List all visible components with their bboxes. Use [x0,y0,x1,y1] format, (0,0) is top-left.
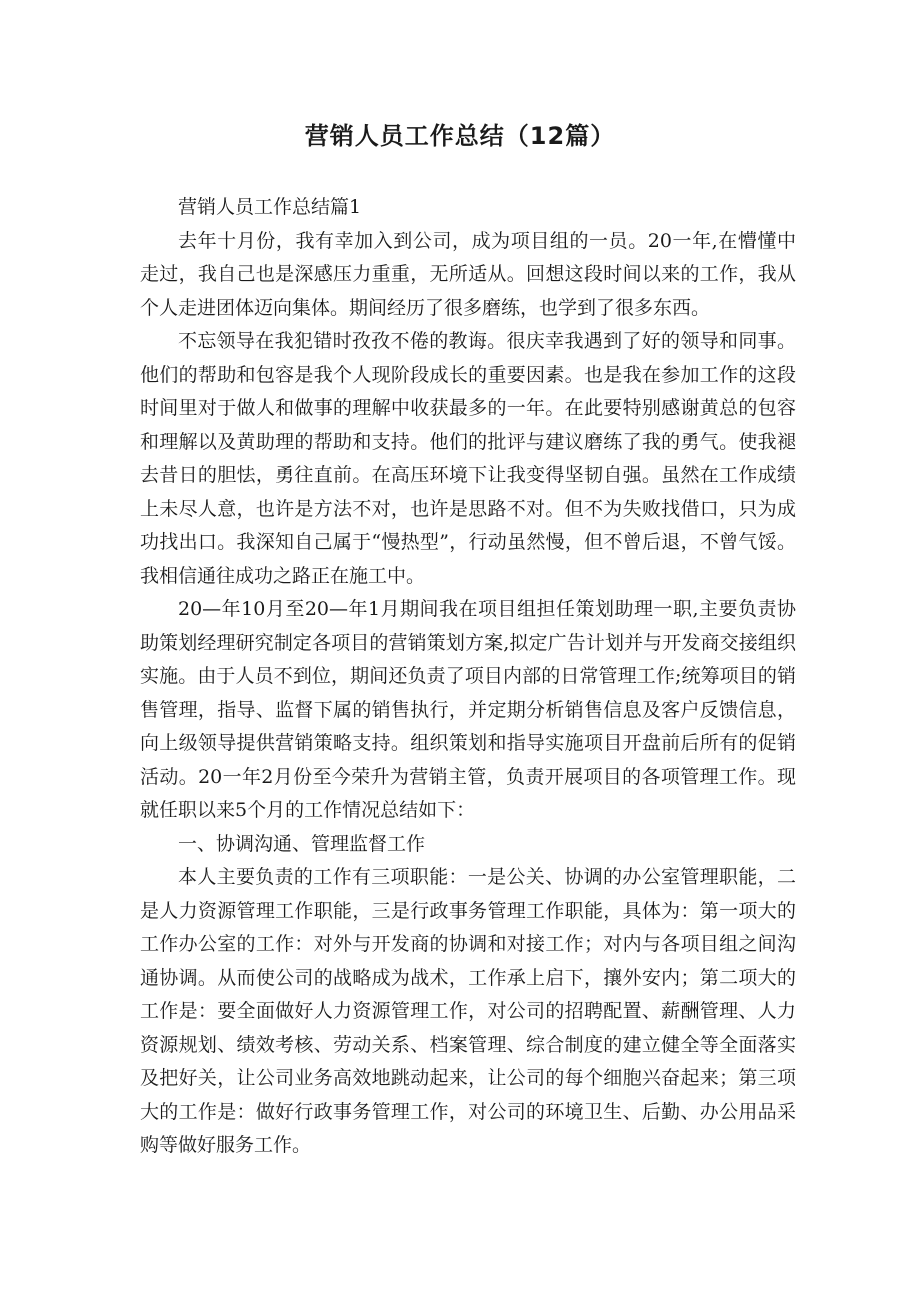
document-title: 营销人员工作总结（12篇） [304,122,616,150]
subsection-heading: 一、协调沟通、管理监督工作 [178,832,426,855]
section-heading: 营销人员工作总结篇1 [178,196,362,218]
body-paragraph: 本人主要负责的工作有三项职能：一是公关、协调的办公室管理职能，二是人力资源管理工作职能，三是行政事务管理工作职能，具体为：第一项大的工作办公室的工作：对外与开发商的协调和对接工作；对内与各项目组之间沟通协调。从而使公司的战略成为战术，工作承上启下，攘外安内；第二项大的工作是：要全面做好人力资源管理工作，对公司的招聘配置、薪酬管理、人力资源规划、绩效考核、劳动关系、档案管理、综合制度的建立健全等全面落实及把好关，让公司业务高效地跳动起来，让公司的每个细胞兴奋起来；第三项大的工作是：做好行政事务管理工作，对公司的环境卫生、后勤、办公用品采购等做好服务工作。 [140,866,796,1156]
body-paragraph: 20—年10月至20—年1月期间我在项目组担任策划助理一职,主要负责协助策划经理研究制定各项目的营销策划方案,拟定广告计划并与开发商交接组织实施。由于人员不到位，期间还负责了项目内部的日常管理工作;统筹项目的销售管理，指导、监督下属的销售执行，并定期分析销售信息及客户反馈信息，向上级领导提供营销策略支持。组织策划和指导实施项目开盘前后所有的促销活动。20一年2月份至今荣升为营销主管，负责开展项目的各项管理工作。现就任职以来5个月的工作情况总结如下： [140,598,796,821]
document-body [140,191,796,1163]
body-paragraph: 去年十月份，我有幸加入到公司，成为项目组的一员。20一年,在懵懂中走过，我自己也是深感压力重重，无所适从。回想这段时间以来的工作，我从个人走进团体迈向集体。期间经历了很多磨练，也学到了很多东西。 [140,229,796,319]
body-paragraph: 不忘领导在我犯错时孜孜不倦的教诲。很庆幸我遇到了好的领导和同事。他们的帮助和包容是我个人现阶段成长的重要因素。也是我在参加工作的这段时间里对于做人和做事的理解中收获最多的一年。在此要特别感谢黄总的包容和理解以及黄助理的帮助和支持。他们的批评与建议磨练了我的勇气。使我褪去昔日的胆怯，勇往直前。在高压环境下让我变得坚韧自强。虽然在工作成绩上未尽人意，也许是方法不对，也许是思路不对。但不为失败找借口，只为成功找出口。我深知自己属于“慢热型”，行动虽然慢，但不曾后退，不曾气馁。我相信通往成功之路正在施工中。 [140,330,796,587]
